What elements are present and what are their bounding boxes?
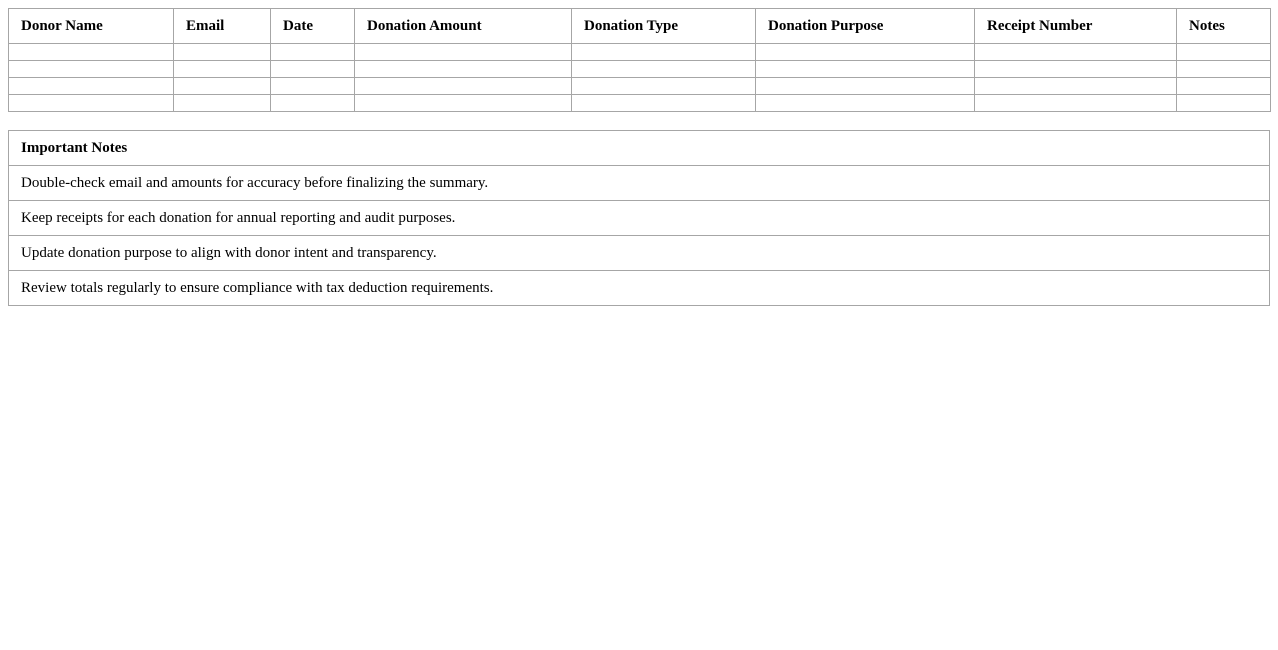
- note-text: Keep receipts for each donation for annual reporting and audit purposes.: [9, 201, 1270, 236]
- table-cell: [271, 61, 355, 78]
- table-cell: [572, 78, 756, 95]
- header-donation-amount: Donation Amount: [355, 9, 572, 44]
- table-cell: [975, 61, 1177, 78]
- table-cell: [975, 44, 1177, 61]
- list-item: [9, 166, 1270, 201]
- table-cell: [271, 95, 355, 112]
- list-item: [9, 201, 1270, 236]
- table-cell: [174, 95, 271, 112]
- header-donation-type: Donation Type: [572, 9, 756, 44]
- table-cell: [756, 78, 975, 95]
- table-cell: [355, 44, 572, 61]
- table-cell: [271, 78, 355, 95]
- list-item: [9, 236, 1270, 271]
- table-cell: [174, 78, 271, 95]
- table-cell: [756, 44, 975, 61]
- header-donation-purpose: Donation Purpose: [756, 9, 975, 44]
- important-notes-title: Important Notes: [9, 131, 1270, 166]
- table-cell: [9, 78, 174, 95]
- table-cell: [1177, 44, 1271, 61]
- table-cell: [355, 95, 572, 112]
- table-row: [9, 44, 1271, 61]
- table-cell: [355, 61, 572, 78]
- table-row: [9, 78, 1271, 95]
- table-cell: [572, 44, 756, 61]
- list-item: [9, 271, 1270, 306]
- header-email: Email: [174, 9, 271, 44]
- table-cell: [1177, 95, 1271, 112]
- table-cell: [756, 95, 975, 112]
- donations-table: [8, 8, 1271, 112]
- table-cell: [174, 44, 271, 61]
- header-donor-name: Donor Name: [9, 9, 174, 44]
- note-text: Update donation purpose to align with donor intent and transparency.: [9, 236, 1270, 271]
- header-receipt-number: Receipt Number: [975, 9, 1177, 44]
- note-text: Review totals regularly to ensure compliance with tax deduction requirements.: [9, 271, 1270, 306]
- table-row: [9, 61, 1271, 78]
- notes-header-row: [9, 131, 1270, 166]
- table-cell: [1177, 78, 1271, 95]
- table-cell: [174, 61, 271, 78]
- table-cell: [271, 44, 355, 61]
- table-cell: [975, 95, 1177, 112]
- table-cell: [572, 61, 756, 78]
- page-content: [8, 8, 1270, 306]
- table-cell: [1177, 61, 1271, 78]
- header-notes: Notes: [1177, 9, 1271, 44]
- table-cell: [9, 61, 174, 78]
- table-cell: [756, 61, 975, 78]
- table-header-row: [9, 9, 1271, 44]
- table-cell: [9, 95, 174, 112]
- header-date: Date: [271, 9, 355, 44]
- table-cell: [572, 95, 756, 112]
- table-cell: [9, 44, 174, 61]
- note-text: Double-check email and amounts for accuracy before finalizing the summary.: [9, 166, 1270, 201]
- table-cell: [355, 78, 572, 95]
- important-notes-table: [8, 130, 1270, 306]
- table-row: [9, 95, 1271, 112]
- table-cell: [975, 78, 1177, 95]
